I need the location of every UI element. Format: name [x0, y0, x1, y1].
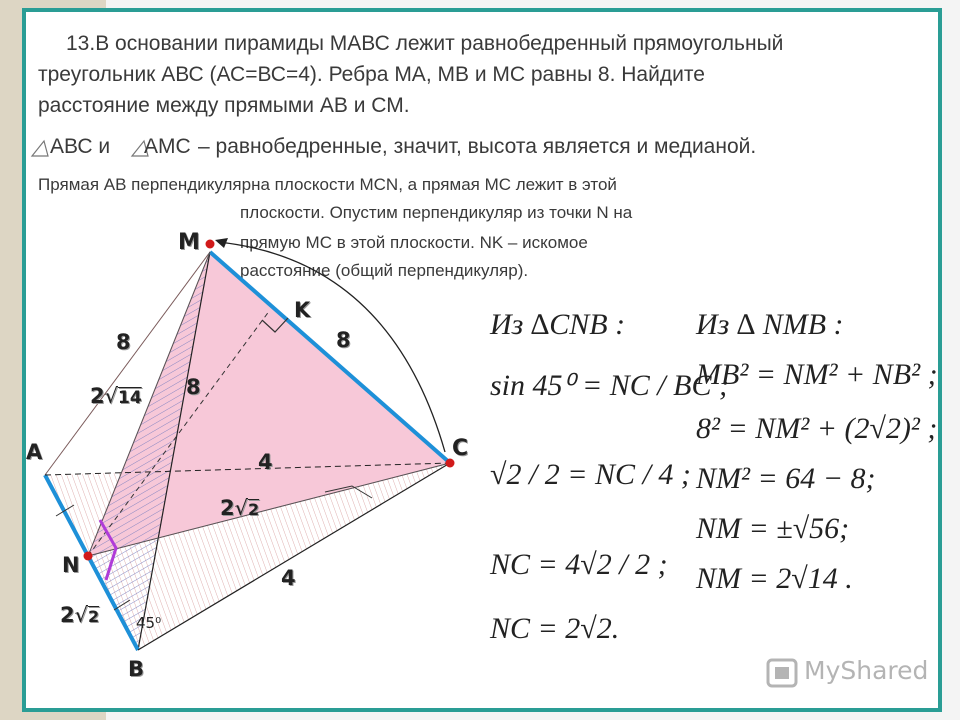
myshared-logo-icon: [766, 658, 798, 688]
sol-left-l3: NC = 4√2 / 2 ;: [490, 548, 668, 581]
statement-tri2: АМС: [144, 135, 191, 158]
problem-line-2: треугольник АВС (АС=ВС=4). Ребра МА, МВ и МС равны 8. Найдите: [38, 63, 705, 86]
sol-right-l3: NM² = 64 − 8;: [696, 462, 876, 495]
note-line-3: прямую МС в этой плоскости. NK – искомое: [240, 233, 588, 252]
problem-line-3: расстояние между прямыми АВ и СМ.: [38, 94, 410, 117]
note-line-1: Прямая АВ перпендикулярна плоскости МСN, а прямая МС лежит в этой: [38, 175, 617, 194]
label-m: M: [178, 230, 200, 255]
label-ac: 4: [258, 450, 273, 474]
point-m: [206, 240, 215, 249]
sol-right-head: Из ∆ NMB :: [696, 308, 844, 341]
sol-left-l2: √2 / 2 = NC / 4 ;: [490, 458, 691, 491]
sol-left-l4: NC = 2√2.: [490, 612, 620, 645]
sol-right-l1: MB² = NM² + NB² ;: [696, 358, 938, 391]
label-bn: 2√2: [60, 603, 100, 627]
sol-right-l5: NM = 2√14 .: [696, 562, 853, 595]
label-ma: 8: [116, 330, 131, 354]
problem-line-1: 13.В основании пирамиды МАВС лежит равнобедренный прямоугольный: [66, 32, 784, 55]
sol-left-l1: sin 45⁰ = NC / BC ;: [490, 369, 729, 402]
label-bc: 4: [281, 566, 296, 590]
watermark: MyShared: [804, 656, 929, 685]
label-mc: 8: [336, 328, 351, 352]
label-k: K: [294, 298, 311, 322]
label-b: B: [128, 657, 145, 681]
label-mn: 2√14: [90, 384, 142, 408]
statement-rest: – равнобедренные, значит, высота является и медианой.: [198, 135, 757, 158]
sol-right-l4: NM = ±√56;: [696, 512, 850, 545]
label-c: C: [452, 436, 469, 461]
note-line-2: плоскости. Опустим перпендикуляр из точки N на: [240, 203, 633, 222]
label-angle: 45⁰: [136, 614, 162, 632]
note-line-4: расстояние (общий перпендикуляр).: [240, 261, 529, 280]
label-a: A: [26, 440, 43, 464]
sol-left-head: Из ∆CNB :: [490, 308, 626, 341]
label-n: N: [62, 553, 80, 577]
label-cn: 2√2: [220, 496, 260, 520]
sol-right-l2: 8² = NM² + (2√2)² ;: [696, 412, 938, 445]
statement-tri1: АВС и: [50, 135, 111, 158]
point-n: [84, 552, 93, 561]
label-mb: 8: [186, 375, 201, 399]
